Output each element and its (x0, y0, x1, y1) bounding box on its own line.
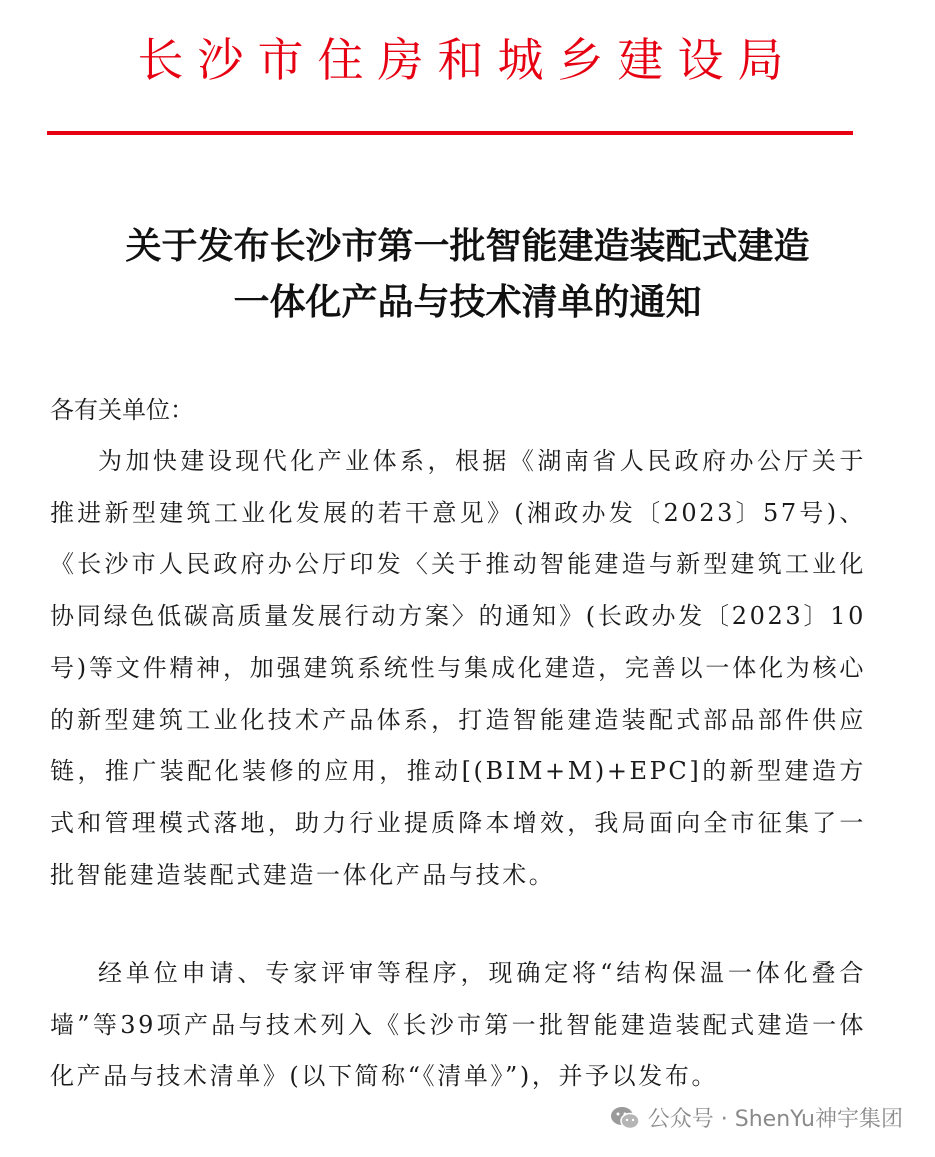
document-title-line-1: 关于发布长沙市第一批智能建造装配式建造 (125, 225, 810, 267)
document-title-line-2: 一体化产品与技术清单的通知 (233, 281, 702, 323)
watermark-text: 公众号 · ShenYu神宇集团 (647, 1107, 903, 1132)
body-paragraph-1: 为加快建设现代化产业体系，根据《湖南省人民政府办公厅关于推进新型建筑工业化发展的若干意见》(湘政办发〔2023〕57号)、《长沙市人民政府办公厅印发〈关于推动智能建造与新型建筑工业化协同绿色低碳高质量发展行动方案〉的通知》(长政办发〔2023〕10号)等文件精神，加强建筑系统性与集成化建造，完善以一体化为核心的新型建筑工业化技术产品体系，打造智能建造装配式部品部件供应链，推广装配化装修的应用，推动[(BIM+M)+EPC]的新型建造方式和管理模式落地，助力行业提质降本增效，我局面向全市征集了一批智能建造装配式建造一体化产品与技术。 (50, 447, 866, 889)
body-paragraph-2: 经单位申请、专家评审等程序，现确定将“结构保温一体化叠合墙”等39项产品与技术列入《长沙市第一批智能建造装配式建造一体化产品与技术清单》(以下简称“《清单》”)，并予以发布。 (50, 959, 866, 1091)
letterhead-red-rule (47, 131, 853, 135)
salutation: 各有关单位： (50, 396, 194, 424)
wechat-watermark (606, 1100, 907, 1135)
agency-letterhead: 长沙市住房和城乡建设局 (137, 33, 798, 87)
wechat-icon (610, 1105, 640, 1131)
